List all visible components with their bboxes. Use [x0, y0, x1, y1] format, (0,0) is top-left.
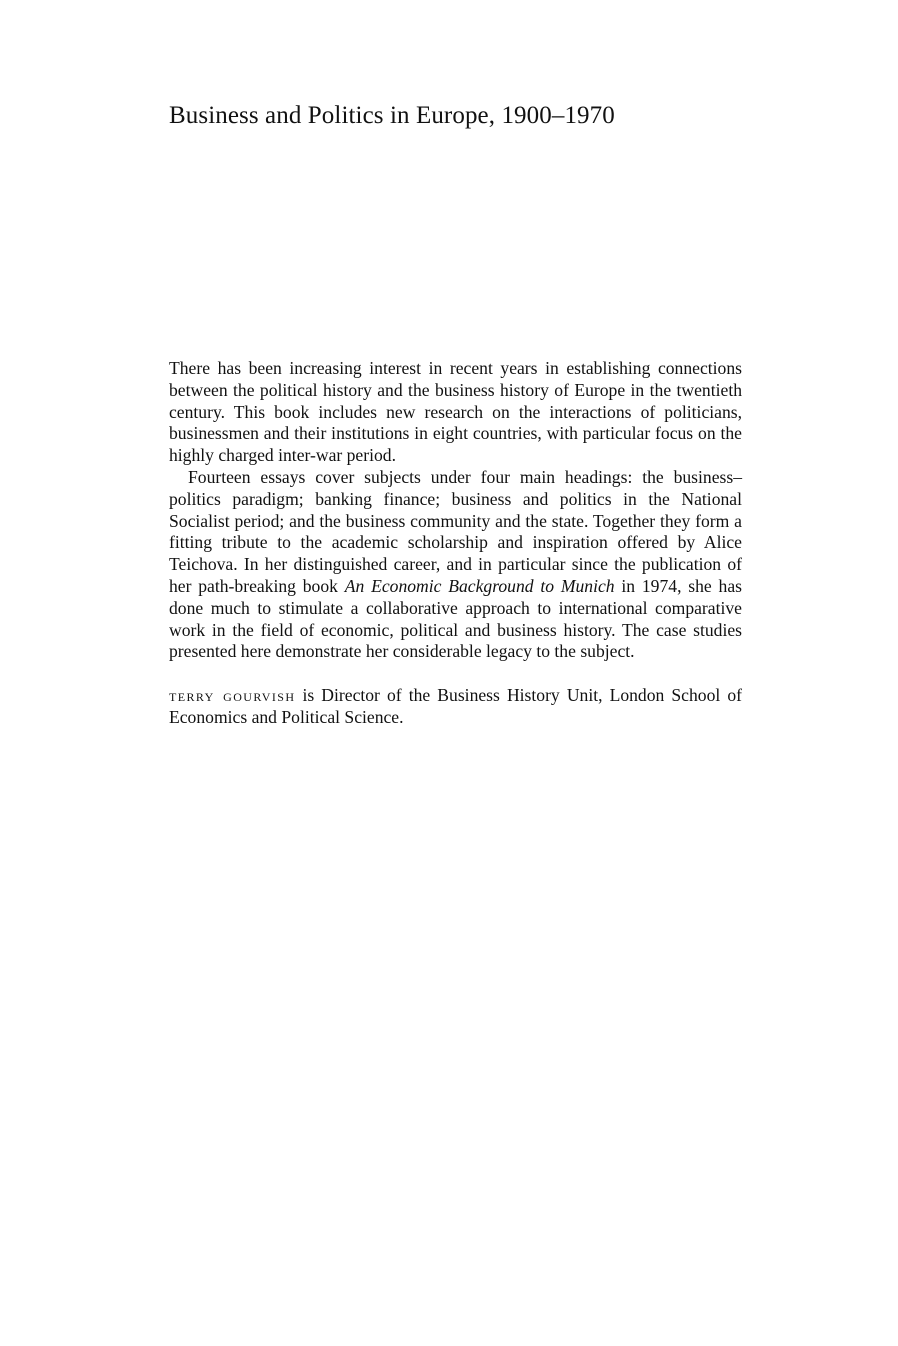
author-name: terry gourvish: [169, 685, 296, 706]
blurb-paragraph-1: There has been increasing interest in recent years in establishing connections between the political history and the business history of Europe in the twentieth century. This book includes new research on the interactions of politicians, businessmen and their institutions in eight countries, with particular focus on the highly charged inter-war period.: [169, 358, 742, 466]
author-description: is Director of the Business History Unit, London School of Economics and Political Science.: [169, 685, 742, 727]
author-note: [169, 685, 742, 729]
blurb-paragraph-2-text-start: Fourteen essays cover subjects under four main headings: the business–politics paradigm; banking finance; business and politics in the National Socialist period; and the business community and the state. Together they form a fitting tribute to the academic scholarship and inspiration offered by Alice Teichova. In her distinguished career, and in particular since the publication of her path-breaking book: [169, 466, 742, 596]
referenced-book-title: An Economic Background to Munich: [344, 575, 615, 596]
blurb-paragraph-2: [169, 467, 742, 663]
blurb-paragraph-2-text-end: in 1974, she has done much to stimulate a collaborative approach to international comparative work in the field of economic, political and business history. The case studies presented here demonstrate her considerable legacy to the subject.: [169, 575, 742, 662]
book-blurb: [169, 358, 742, 729]
book-title: Business and Politics in Europe, 1900–1970: [169, 102, 615, 129]
